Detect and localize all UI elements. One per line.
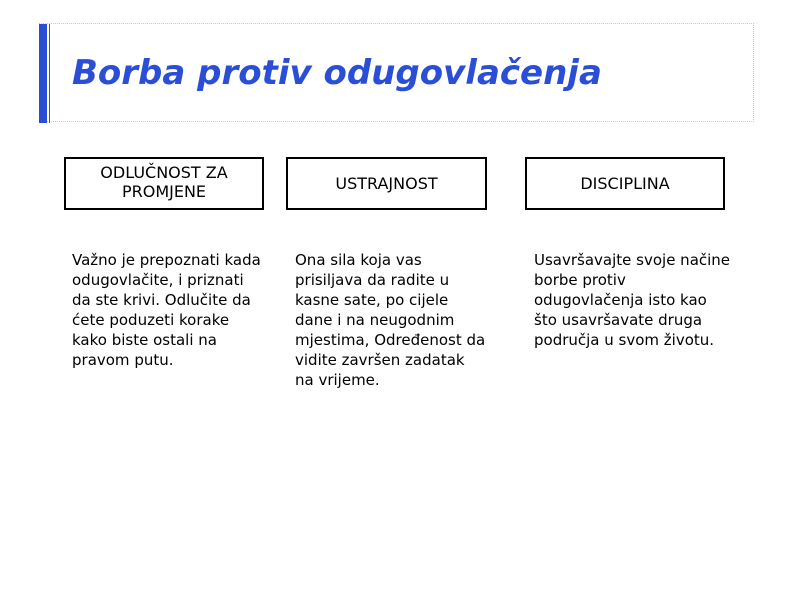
column-text-disciplina: Usavršavajte svoje načine borbe protiv odugovlačenja isto kao što usavršavate druga područja u svom životu. xyxy=(534,251,731,349)
slide-title: Borba protiv odugovlačenja xyxy=(72,53,602,93)
column-text-odlucnost: Važno je prepoznati kada odugovlačite, i priznati da ste krivi. Odlučite da ćete poduzeti korake kako biste ostali na pravom putu. xyxy=(72,251,261,369)
title-accent-line xyxy=(49,24,50,123)
title-box xyxy=(39,23,754,122)
title-accent-bar xyxy=(39,24,47,123)
column-header-disciplina: DISCIPLINA xyxy=(525,157,725,210)
column-text-ustrajnost: Ona sila koja vas prisiljava da radite u kasne sate, po cijele dane i na neugodnim mjestima, Određenost da vidite završen zadatak na vrijeme. xyxy=(295,251,486,389)
column-header-ustrajnost: USTRAJNOST xyxy=(286,157,487,210)
column-header-odlucnost: ODLUČNOST ZA PROMJENE xyxy=(64,157,264,210)
